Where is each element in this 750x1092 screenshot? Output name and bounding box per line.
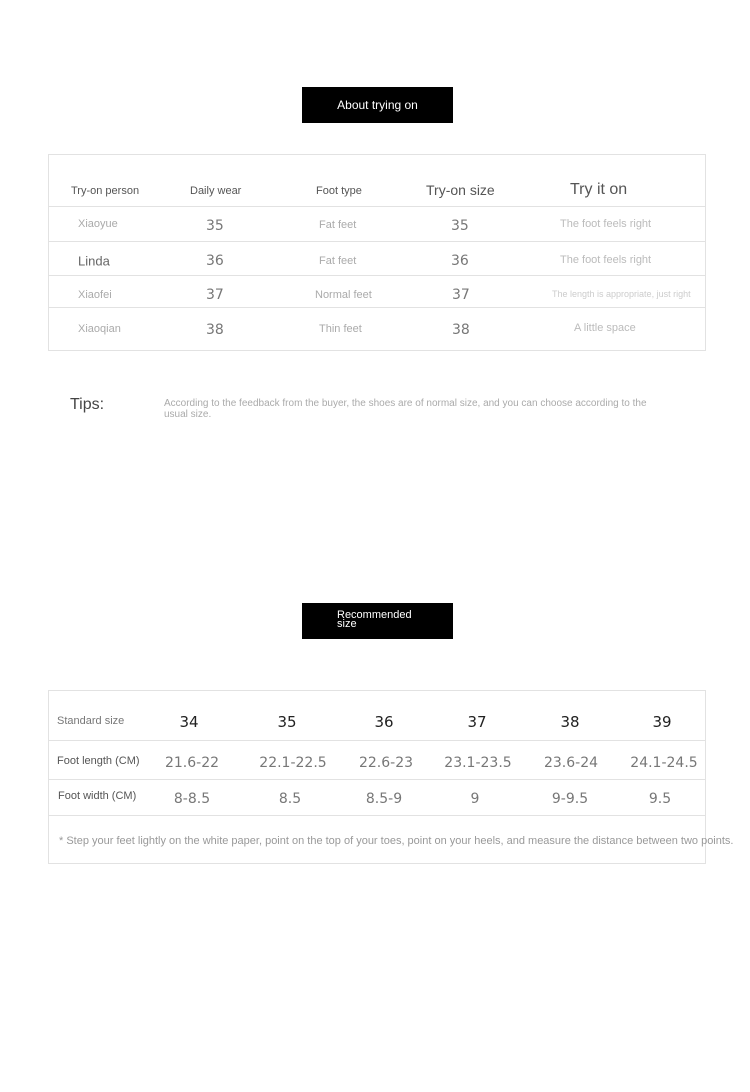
standard-size-value: 35 (277, 713, 297, 731)
daily-wear-value: 37 (206, 287, 224, 303)
try-on-size-value: 37 (452, 287, 470, 303)
row-divider (49, 779, 705, 780)
foot-width-value: 8.5 (278, 791, 302, 807)
daily-wear-value: 35 (206, 218, 224, 234)
row-divider (49, 307, 705, 308)
row-label-standard-size: Standard size (57, 715, 125, 727)
size-chart-table (48, 690, 734, 864)
standard-size-value: 34 (179, 713, 199, 731)
try-on-size-value: 36 (451, 253, 469, 269)
try-on-feeling: A little space (574, 322, 636, 334)
recommended-size-title-line1: Recommended (337, 609, 412, 621)
foot-length-value: 24.1-24.5 (630, 755, 698, 771)
person-name: Xiaoqian (78, 323, 121, 335)
row-divider (49, 740, 705, 741)
foot-type-value: Thin feet (319, 323, 362, 335)
row-divider (49, 206, 705, 207)
foot-width-value: 8-8.5 (173, 791, 211, 807)
measurement-note: * Step your feet lightly on the white paper, point on the top of your toes, point on your heels, and measure the distance between two points. (59, 835, 734, 847)
about-trying-on-title: About trying on (337, 98, 418, 112)
about-trying-on-banner (302, 87, 453, 123)
header-try-on-size: Try-on size (426, 182, 495, 198)
foot-width-value: 8.5-9 (365, 791, 403, 807)
standard-size-value: 37 (467, 713, 487, 731)
recommended-size-title-line2: size (337, 618, 357, 630)
header-daily-wear: Daily wear (190, 185, 242, 197)
row-divider (49, 815, 705, 816)
recommended-size-banner (302, 603, 453, 639)
standard-size-value: 39 (652, 713, 672, 731)
foot-width-value: 9.5 (648, 791, 672, 807)
try-on-feeling: The length is appropriate, just right (552, 289, 691, 299)
foot-width-value: 9 (470, 791, 480, 807)
try-on-feeling: The foot feels right (560, 218, 652, 230)
row-label-foot-length: Foot length (CM) (57, 755, 140, 767)
daily-wear-value: 36 (206, 253, 224, 269)
header-foot-type: Foot type (316, 185, 362, 197)
foot-length-value: 23.6-24 (543, 755, 599, 771)
foot-type-value: Fat feet (319, 219, 357, 231)
daily-wear-value: 38 (206, 322, 224, 338)
foot-length-value: 21.6-22 (164, 755, 220, 771)
row-divider (49, 275, 705, 276)
row-label-foot-width: Foot width (CM) (58, 790, 137, 802)
header-try-it-on: Try it on (570, 181, 628, 198)
foot-type-value: Normal feet (315, 289, 372, 301)
standard-size-value: 36 (374, 713, 394, 731)
person-name: Linda (78, 253, 110, 269)
tips-label: Tips: (70, 396, 105, 413)
try-on-feeling: The foot feels right (560, 254, 652, 266)
try-on-size-value: 35 (451, 218, 469, 234)
foot-length-value: 22.6-23 (358, 755, 414, 771)
tips-text: According to the feedback from the buyer, the shoes are of normal size, and you can choose according to the usual size. (164, 398, 647, 420)
try-on-size-value: 38 (452, 322, 470, 338)
person-name: Xiaofei (78, 289, 112, 301)
foot-length-value: 23.1-23.5 (444, 755, 512, 771)
person-name: Xiaoyue (78, 218, 118, 230)
row-divider (49, 241, 705, 242)
try-on-table (48, 154, 706, 351)
foot-length-value: 22.1-22.5 (259, 755, 327, 771)
foot-width-value: 9-9.5 (551, 791, 589, 807)
header-try-on-person: Try-on person (71, 185, 140, 197)
foot-type-value: Fat feet (319, 255, 357, 267)
standard-size-value: 38 (560, 713, 580, 731)
